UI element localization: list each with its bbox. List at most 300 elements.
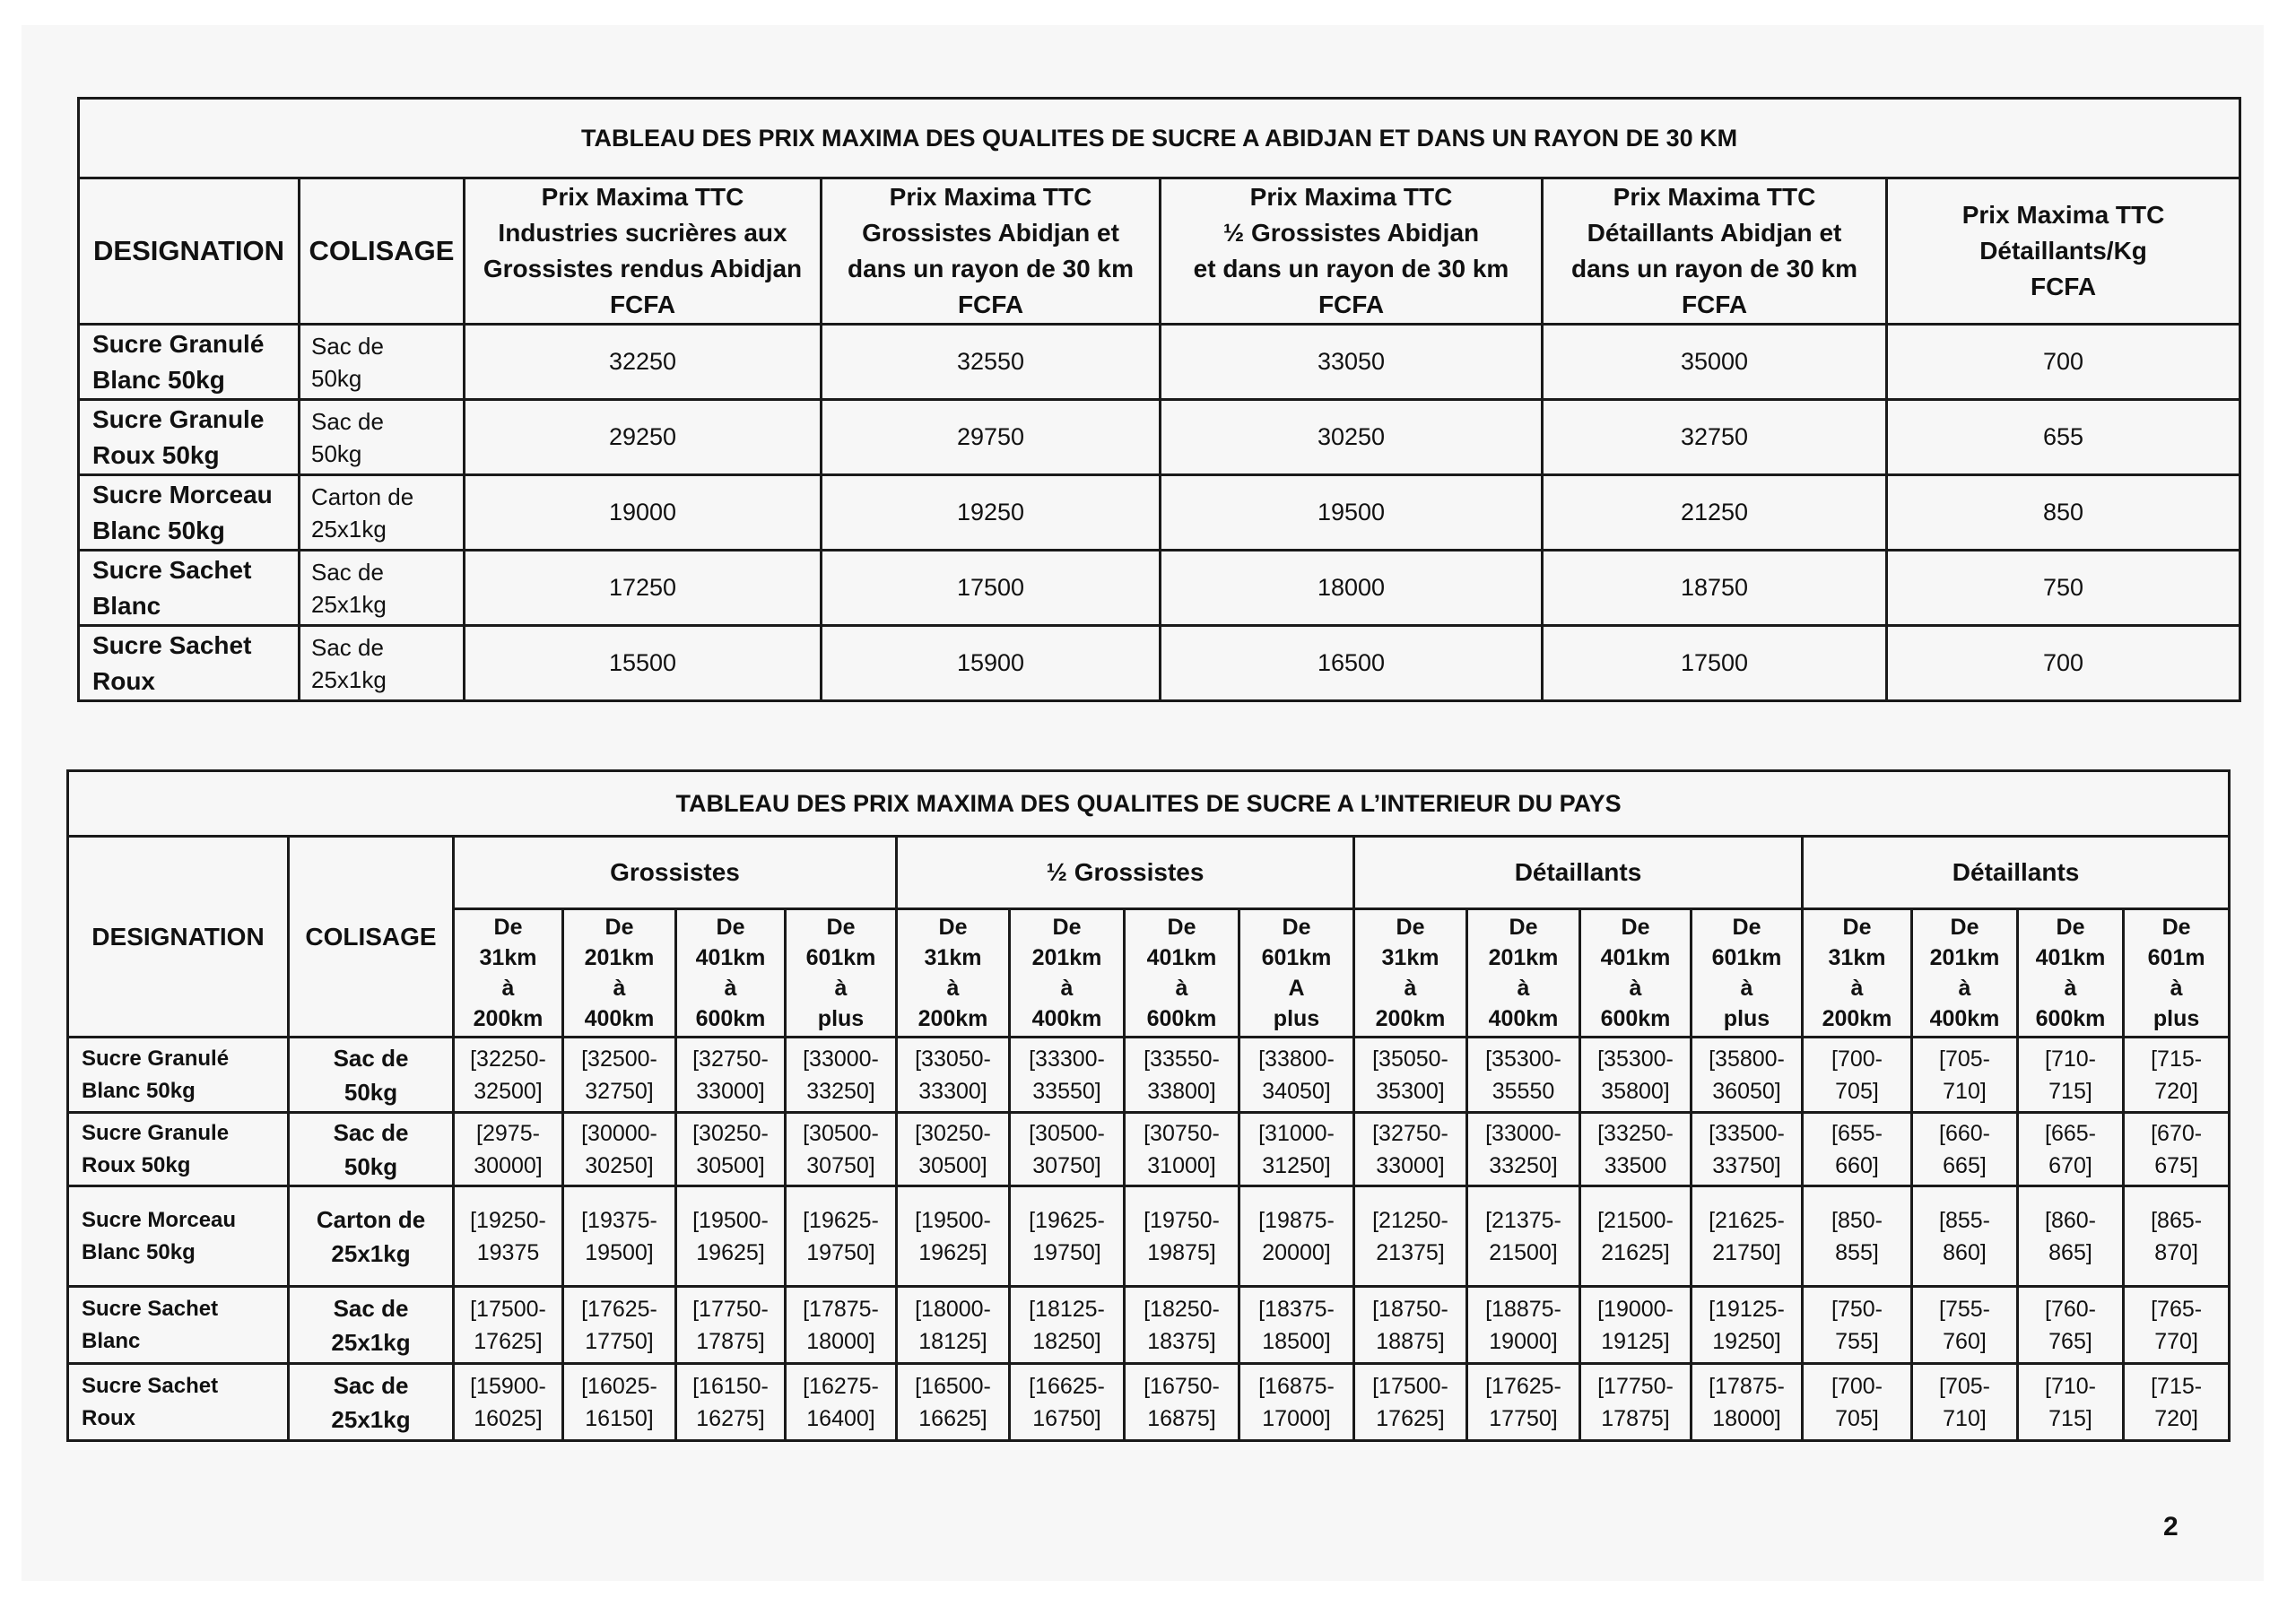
text-line: [21625- — [1709, 1207, 1785, 1233]
designation-cell — [68, 1038, 289, 1113]
price-cell: 17250 — [465, 551, 822, 626]
text-line: FCFA — [609, 291, 676, 318]
text-line: [655- — [1831, 1120, 1883, 1146]
text-line: Sac de — [311, 633, 384, 661]
distance-header — [786, 909, 897, 1038]
text-line: [2975- — [476, 1120, 540, 1146]
price-range-cell — [1912, 1038, 2018, 1113]
price-cell: 655 — [1887, 400, 2240, 475]
text-line: [715- — [2151, 1046, 2203, 1072]
text-line: [19125- — [1709, 1296, 1785, 1322]
text-line: 31250] — [1262, 1152, 1331, 1178]
text-line: [18750- — [1372, 1296, 1448, 1322]
text-line: 16025] — [474, 1405, 543, 1431]
text-line: [32500- — [581, 1046, 657, 1072]
text-line: 30500] — [918, 1152, 987, 1178]
text-line: à — [613, 976, 626, 1001]
text-line: 18000] — [806, 1328, 875, 1354]
price-cell: 750 — [1887, 551, 2240, 626]
price-range-cell — [2124, 1186, 2230, 1287]
text-line: [17875- — [803, 1296, 879, 1322]
distance-header — [1467, 909, 1580, 1038]
text-line: 31km — [479, 945, 537, 970]
text-line: [33500- — [1709, 1120, 1785, 1146]
designation-cell — [79, 475, 300, 551]
colisage-cell — [300, 626, 465, 701]
table2-title: TABLEAU DES PRIX MAXIMA DES QUALITES DE SUCRE A L’INTERIEUR DU PAYS — [68, 771, 2230, 837]
table-row — [68, 1364, 2230, 1441]
text-line: 35300] — [1376, 1078, 1445, 1104]
text-line: 35550 — [1492, 1078, 1555, 1104]
price-range-cell — [897, 1038, 1010, 1113]
text-line: Grossistes rendus Abidjan — [483, 255, 803, 282]
text-line: 855] — [1835, 1239, 1879, 1265]
text-line: à — [834, 976, 848, 1001]
price-range-cell — [1580, 1287, 1692, 1364]
text-line: De — [2056, 915, 2085, 940]
price-range-cell — [1125, 1038, 1239, 1113]
designation-cell — [79, 551, 300, 626]
text-line: Sac de — [311, 407, 384, 435]
price-range-cell — [676, 1186, 786, 1287]
text-line: 201km — [584, 945, 655, 970]
text-line: 200km — [473, 1006, 544, 1031]
text-line: [19750- — [1144, 1207, 1220, 1233]
text-line: [17625- — [1485, 1373, 1561, 1399]
colisage-cell — [300, 400, 465, 475]
group-header: ½ Grossistes — [897, 837, 1354, 909]
price-range-cell — [1803, 1038, 1912, 1113]
price-range-cell — [1467, 1038, 1580, 1113]
text-line: 17000] — [1262, 1405, 1331, 1431]
text-line: 601m — [2147, 945, 2205, 970]
price-range-cell — [1239, 1038, 1354, 1113]
group-header: Détaillants — [1354, 837, 1803, 909]
designation-cell — [68, 1364, 289, 1441]
text-line: Prix Maxima TTC — [541, 183, 744, 211]
text-line: [17500- — [1372, 1373, 1448, 1399]
text-line: [710- — [2045, 1046, 2096, 1072]
text-line: 201km — [1031, 945, 1102, 970]
text-line: [17625- — [581, 1296, 657, 1322]
price-cell: 33050 — [1161, 325, 1543, 400]
text-line: Sucre Morceau — [92, 480, 273, 508]
text-line: [16025- — [581, 1373, 657, 1399]
text-line: Sucre Granulé — [82, 1046, 230, 1071]
price-range-cell — [563, 1186, 676, 1287]
text-line: [17875- — [1709, 1373, 1785, 1399]
text-line: [765- — [2151, 1296, 2203, 1322]
price-cell: 19500 — [1161, 475, 1543, 551]
text-line: 33550] — [1032, 1078, 1101, 1104]
price-range-cell — [1912, 1287, 2018, 1364]
text-line: [700- — [1831, 1046, 1883, 1072]
text-line: Blanc 50kg — [82, 1239, 196, 1264]
price-range-cell — [454, 1364, 563, 1441]
text-line: 16275] — [696, 1405, 765, 1431]
text-line: De — [1282, 915, 1311, 940]
price-range-cell — [786, 1364, 897, 1441]
text-line: Carton de — [311, 482, 414, 510]
text-line: 18000] — [1712, 1405, 1781, 1431]
text-line: 400km — [1488, 1006, 1559, 1031]
text-line: A — [1288, 976, 1305, 1001]
text-line: [16875- — [1258, 1373, 1335, 1399]
price-range-cell — [1912, 1364, 2018, 1441]
text-line: 17875] — [1601, 1405, 1670, 1431]
price-range-cell — [2018, 1038, 2124, 1113]
text-line: 401km — [1146, 945, 1217, 970]
text-line: [33800- — [1258, 1046, 1335, 1072]
price-cell: 850 — [1887, 475, 2240, 551]
text-line: 35800] — [1601, 1078, 1670, 1104]
text-line: 31km — [924, 945, 982, 970]
text-line: 33500 — [1604, 1152, 1667, 1178]
text-line: [21375- — [1485, 1207, 1561, 1233]
price-range-cell — [786, 1287, 897, 1364]
text-line: Sucre Morceau — [82, 1207, 237, 1232]
text-line: De — [1052, 915, 1082, 940]
price-column-header — [1887, 178, 2240, 325]
text-line: 19125] — [1601, 1328, 1670, 1354]
text-line: [35800- — [1709, 1046, 1785, 1072]
text-line: et dans un rayon de 30 km — [1193, 255, 1509, 282]
text-line: [33050- — [915, 1046, 991, 1072]
price-range-cell — [563, 1287, 676, 1364]
price-range-cell — [897, 1113, 1010, 1186]
text-line: 765] — [2048, 1328, 2092, 1354]
text-line: [19625- — [803, 1207, 879, 1233]
distance-header — [676, 909, 786, 1038]
text-line: 19625] — [696, 1239, 765, 1265]
price-range-cell — [1580, 1038, 1692, 1113]
colisage-cell — [300, 551, 465, 626]
price-cell: 21250 — [1543, 475, 1887, 551]
text-line: [19500- — [692, 1207, 769, 1233]
price-cell: 17500 — [822, 551, 1161, 626]
price-cell: 29750 — [822, 400, 1161, 475]
text-line: à — [1740, 976, 1753, 1001]
price-range-cell — [897, 1287, 1010, 1364]
text-line: [31000- — [1258, 1120, 1335, 1146]
price-range-cell — [1125, 1287, 1239, 1364]
price-range-cell — [897, 1364, 1010, 1441]
text-line: 34050] — [1262, 1078, 1331, 1104]
text-line: à — [1850, 976, 1864, 1001]
text-line: Roux — [92, 666, 155, 695]
text-line: 200km — [918, 1006, 988, 1031]
text-line: 33800] — [1147, 1078, 1216, 1104]
text-line: 665] — [1943, 1152, 1987, 1178]
price-range-cell — [454, 1113, 563, 1186]
designation-cell — [68, 1287, 289, 1364]
text-line: 200km — [1375, 1006, 1446, 1031]
text-line: [30500- — [803, 1120, 879, 1146]
text-line: Sucre Granule — [82, 1120, 230, 1145]
text-line: 16400] — [806, 1405, 875, 1431]
text-line: Sac de — [333, 1118, 409, 1146]
distance-header — [1010, 909, 1125, 1038]
price-range-cell — [1010, 1186, 1125, 1287]
text-line: 601km — [805, 945, 876, 970]
interior-price-table — [66, 769, 2231, 1442]
text-line: 31000] — [1147, 1152, 1216, 1178]
table-row — [79, 551, 2240, 626]
text-line: De — [826, 915, 856, 940]
price-cell: 700 — [1887, 626, 2240, 701]
text-line: Roux — [82, 1405, 135, 1430]
distance-header — [563, 909, 676, 1038]
text-line: De — [716, 915, 745, 940]
text-line: [21500- — [1597, 1207, 1674, 1233]
price-range-cell — [1354, 1186, 1467, 1287]
text-line: [19000- — [1597, 1296, 1674, 1322]
text-line: Sac de — [333, 1294, 409, 1322]
price-range-cell — [676, 1113, 786, 1186]
text-line: De — [604, 915, 634, 940]
price-range-cell — [454, 1186, 563, 1287]
text-line: 36050] — [1712, 1078, 1781, 1104]
text-line: 720] — [2154, 1405, 2198, 1431]
text-line: 600km — [2035, 1006, 2106, 1031]
text-line: 16625] — [918, 1405, 987, 1431]
text-line: [16150- — [692, 1373, 769, 1399]
text-line: 600km — [695, 1006, 766, 1031]
text-line: [19875- — [1258, 1207, 1335, 1233]
text-line: 18875] — [1376, 1328, 1445, 1354]
text-line: Sac de — [311, 558, 384, 586]
price-range-cell — [1354, 1287, 1467, 1364]
table-row — [68, 1287, 2230, 1364]
text-line: [32750- — [692, 1046, 769, 1072]
text-line: 21750] — [1712, 1239, 1781, 1265]
price-range-cell — [1239, 1113, 1354, 1186]
distance-header — [897, 909, 1010, 1038]
text-line: 200km — [1822, 1006, 1892, 1031]
text-line: 30750] — [806, 1152, 875, 1178]
text-line: Prix Maxima TTC — [1961, 201, 2165, 229]
text-line: Sucre Granule — [92, 404, 265, 433]
text-line: [710- — [2045, 1373, 2096, 1399]
text-line: Blanc 50kg — [92, 516, 225, 544]
text-line: 21625] — [1601, 1239, 1670, 1265]
price-cell: 29250 — [465, 400, 822, 475]
text-line: à — [2170, 976, 2183, 1001]
text-line: [21250- — [1372, 1207, 1448, 1233]
distance-header — [1354, 909, 1467, 1038]
text-line: FCFA — [1681, 291, 1748, 318]
price-column-header — [1543, 178, 1887, 325]
price-range-cell — [2124, 1038, 2230, 1113]
text-line: Carton de — [316, 1205, 426, 1233]
text-line: 20000] — [1262, 1239, 1331, 1265]
price-range-cell — [786, 1038, 897, 1113]
price-range-cell — [1010, 1364, 1125, 1441]
price-range-cell — [2124, 1364, 2230, 1441]
price-range-cell — [1692, 1287, 1803, 1364]
text-line: Sucre Sachet — [92, 630, 252, 659]
text-line: à — [1404, 976, 1417, 1001]
colisage-header: COLISAGE — [289, 837, 454, 1038]
text-line: 710] — [1943, 1078, 1987, 1104]
text-line: 19250] — [1712, 1328, 1781, 1354]
text-line: 32500] — [474, 1078, 543, 1104]
text-line: 50kg — [311, 364, 362, 392]
text-line: 30000] — [474, 1152, 543, 1178]
price-range-cell — [1467, 1364, 1580, 1441]
text-line: 25x1kg — [331, 1239, 411, 1267]
price-range-cell — [897, 1186, 1010, 1287]
text-line: De — [938, 915, 968, 940]
text-line: plus — [1273, 1006, 1320, 1031]
price-range-cell — [1239, 1186, 1354, 1287]
price-range-cell — [1010, 1287, 1125, 1364]
text-line: [19500- — [915, 1207, 991, 1233]
text-line: 19875] — [1147, 1239, 1216, 1265]
text-line: 33250] — [1489, 1152, 1558, 1178]
price-cell: 18000 — [1161, 551, 1543, 626]
price-range-cell — [1239, 1287, 1354, 1364]
text-line: Sac de — [333, 1371, 409, 1399]
text-line: 33750] — [1712, 1152, 1781, 1178]
text-line: à — [1958, 976, 1971, 1001]
text-line: De — [1396, 915, 1425, 940]
text-line: [715- — [2151, 1373, 2203, 1399]
price-range-cell — [1803, 1364, 1912, 1441]
price-cell: 15500 — [465, 626, 822, 701]
text-line: [17750- — [1597, 1373, 1674, 1399]
text-line: à — [724, 976, 737, 1001]
price-range-cell — [563, 1038, 676, 1113]
text-line: 201km — [1929, 945, 2000, 970]
text-line: [30500- — [1029, 1120, 1105, 1146]
text-line: [660- — [1939, 1120, 1990, 1146]
table-row — [68, 1038, 2230, 1113]
designation-cell — [79, 325, 300, 400]
text-line: à — [1060, 976, 1074, 1001]
text-line: 601km — [1711, 945, 1782, 970]
text-line: Prix Maxima TTC — [889, 183, 1092, 211]
designation-cell — [68, 1186, 289, 1287]
text-line: 715] — [2048, 1078, 2092, 1104]
table-row — [68, 1186, 2230, 1287]
text-line: 25x1kg — [311, 665, 387, 693]
price-cell: 19000 — [465, 475, 822, 551]
text-line: [760- — [2045, 1296, 2096, 1322]
price-range-cell — [1125, 1186, 1239, 1287]
text-line: 31km — [1828, 945, 1886, 970]
text-line: [30250- — [692, 1120, 769, 1146]
text-line: [33300- — [1029, 1046, 1105, 1072]
text-line: 25x1kg — [311, 590, 387, 618]
text-line: [30000- — [581, 1120, 657, 1146]
text-line: De — [1621, 915, 1650, 940]
text-line: 16750] — [1032, 1405, 1101, 1431]
price-range-cell — [1692, 1113, 1803, 1186]
text-line: [18125- — [1029, 1296, 1105, 1322]
text-line: Blanc 50kg — [82, 1078, 196, 1103]
text-line: FCFA — [1318, 291, 1385, 318]
distance-header — [2124, 909, 2230, 1038]
group-header: Grossistes — [454, 837, 897, 909]
text-line: De — [493, 915, 523, 940]
designation-cell — [79, 400, 300, 475]
text-line: 31km — [1381, 945, 1439, 970]
text-line: 770] — [2154, 1328, 2198, 1354]
text-line: 18500] — [1262, 1328, 1331, 1354]
text-line: 30500] — [696, 1152, 765, 1178]
text-line: [33000- — [1485, 1120, 1561, 1146]
text-line: Prix Maxima TTC — [1249, 183, 1453, 211]
text-line: 19750] — [1032, 1239, 1101, 1265]
text-line: [35300- — [1597, 1046, 1674, 1072]
text-line: 19500] — [585, 1239, 654, 1265]
price-range-cell — [1125, 1113, 1239, 1186]
designation-header: DESIGNATION — [79, 178, 300, 325]
distance-header — [1803, 909, 1912, 1038]
text-line: [665- — [2045, 1120, 2096, 1146]
price-range-cell — [1692, 1038, 1803, 1113]
price-range-cell — [563, 1113, 676, 1186]
text-line: [30250- — [915, 1120, 991, 1146]
text-line: 19000] — [1489, 1328, 1558, 1354]
price-cell: 32250 — [465, 325, 822, 400]
text-line: 715] — [2048, 1405, 2092, 1431]
distance-header — [1239, 909, 1354, 1038]
price-range-cell — [676, 1364, 786, 1441]
text-line: [865- — [2151, 1207, 2203, 1233]
text-line: 860] — [1943, 1239, 1987, 1265]
text-line: FCFA — [957, 291, 1024, 318]
text-line: 705] — [1835, 1078, 1879, 1104]
text-line: plus — [2152, 1006, 2200, 1031]
text-line: 18250] — [1032, 1328, 1101, 1354]
price-range-cell — [1580, 1364, 1692, 1441]
text-line: 16875] — [1147, 1405, 1216, 1431]
text-line: Roux 50kg — [82, 1152, 191, 1177]
text-line: [19625- — [1029, 1207, 1105, 1233]
price-range-cell — [1239, 1364, 1354, 1441]
text-line: Industries sucrières aux — [498, 219, 787, 247]
text-line: [15900- — [470, 1373, 546, 1399]
price-range-cell — [2018, 1364, 2124, 1441]
text-line: [17500- — [470, 1296, 546, 1322]
text-line: plus — [817, 1006, 865, 1031]
price-range-cell — [1010, 1038, 1125, 1113]
price-range-cell — [2018, 1287, 2124, 1364]
text-line: 400km — [1031, 1006, 1102, 1031]
text-line: 17625] — [474, 1328, 543, 1354]
text-line: à — [1175, 976, 1188, 1001]
text-line: [19375- — [581, 1207, 657, 1233]
price-column-header — [1161, 178, 1543, 325]
price-range-cell — [454, 1287, 563, 1364]
text-line: [700- — [1831, 1373, 1883, 1399]
text-line: à — [2064, 976, 2077, 1001]
text-line: De — [1509, 915, 1538, 940]
price-range-cell — [1692, 1364, 1803, 1441]
designation-cell — [68, 1113, 289, 1186]
price-range-cell — [1912, 1113, 2018, 1186]
price-range-cell — [1010, 1113, 1125, 1186]
text-line: 21375] — [1376, 1239, 1445, 1265]
text-line: Roux 50kg — [92, 440, 220, 469]
text-line: Sucre Sachet — [92, 555, 252, 584]
colisage-cell — [300, 325, 465, 400]
text-line: [750- — [1831, 1296, 1883, 1322]
price-cell: 35000 — [1543, 325, 1887, 400]
text-line: 401km — [2035, 945, 2106, 970]
